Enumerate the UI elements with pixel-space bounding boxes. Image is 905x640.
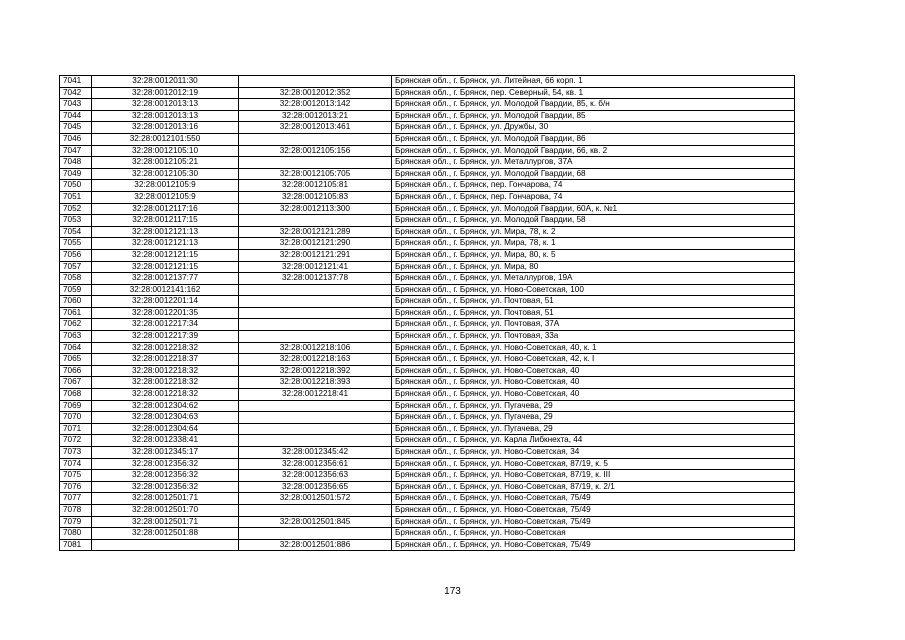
address-cell: Брянская обл., г. Брянск, пер. Гончарова, 74: [392, 180, 795, 192]
table-row: [60, 516, 795, 528]
building-cadastral-cell: 32:28:0012105:156: [239, 145, 392, 157]
building-cadastral-cell: 32:28:0012013:461: [239, 122, 392, 134]
row-number-cell: 7066: [60, 365, 92, 377]
row-number-cell: 7054: [60, 226, 92, 238]
land-cadastral-cell: 32:28:0012218:32: [92, 365, 239, 377]
building-cadastral-cell: 32:28:0012113:300: [239, 203, 392, 215]
land-cadastral-cell: 32:28:0012304:62: [92, 400, 239, 412]
address-cell: Брянская обл., г. Брянск, ул. Литейная, 66 корп. 1: [392, 76, 795, 88]
land-cadastral-cell: 32:28:0012012:19: [92, 87, 239, 99]
row-number-cell: 7061: [60, 307, 92, 319]
table-row: [60, 458, 795, 470]
land-cadastral-cell: 32:28:0012304:64: [92, 423, 239, 435]
building-cadastral-cell: 32:28:0012121:290: [239, 238, 392, 250]
table-row: [60, 110, 795, 122]
land-cadastral-cell: 32:28:0012105:9: [92, 191, 239, 203]
land-cadastral-cell: 32:28:0012501:70: [92, 504, 239, 516]
row-number-cell: 7070: [60, 412, 92, 424]
building-cadastral-cell: 32:28:0012356:65: [239, 481, 392, 493]
building-cadastral-cell: 32:28:0012345:42: [239, 447, 392, 459]
row-number-cell: 7078: [60, 504, 92, 516]
land-cadastral-cell: [92, 539, 239, 551]
table-row: [60, 331, 795, 343]
land-cadastral-cell: 32:28:0012501:88: [92, 528, 239, 540]
address-cell: Брянская обл., г. Брянск, ул. Ново-Советская, 40, к. 1: [392, 342, 795, 354]
building-cadastral-cell: 32:28:0012218:392: [239, 365, 392, 377]
land-cadastral-cell: 32:28:0012105:30: [92, 168, 239, 180]
row-number-cell: 7051: [60, 191, 92, 203]
table-row: [60, 203, 795, 215]
building-cadastral-cell: [239, 133, 392, 145]
land-cadastral-cell: 32:28:0012218:37: [92, 354, 239, 366]
land-cadastral-cell: 32:28:0012013:13: [92, 99, 239, 111]
row-number-cell: 7044: [60, 110, 92, 122]
row-number-cell: 7069: [60, 400, 92, 412]
address-cell: Брянская обл., г. Брянск, ул. Молодой Гвардии, 58: [392, 215, 795, 227]
table-row: [60, 76, 795, 88]
table-row: [60, 504, 795, 516]
row-number-cell: 7062: [60, 319, 92, 331]
land-cadastral-cell: 32:28:0012501:71: [92, 493, 239, 505]
address-cell: Брянская обл., г. Брянск, ул. Ново-Советская, 42, к. I: [392, 354, 795, 366]
table-row: [60, 412, 795, 424]
land-cadastral-cell: 32:28:0012356:32: [92, 470, 239, 482]
building-cadastral-cell: [239, 284, 392, 296]
building-cadastral-cell: 32:28:0012105:81: [239, 180, 392, 192]
address-cell: Брянская обл., г. Брянск, ул. Молодой Гвардии, 85, к. б/н: [392, 99, 795, 111]
land-cadastral-cell: 32:28:0012218:32: [92, 377, 239, 389]
row-number-cell: 7076: [60, 481, 92, 493]
address-cell: Брянская обл., г. Брянск, ул. Мира, 80: [392, 261, 795, 273]
address-cell: Брянская обл., г. Брянск, ул. Молодой Гвардии, 66, кв. 2: [392, 145, 795, 157]
row-number-cell: 7065: [60, 354, 92, 366]
land-cadastral-cell: 32:28:0012121:15: [92, 261, 239, 273]
row-number-cell: 7056: [60, 249, 92, 261]
row-number-cell: 7049: [60, 168, 92, 180]
building-cadastral-cell: 32:28:0012013:142: [239, 99, 392, 111]
table-row: [60, 99, 795, 111]
land-cadastral-cell: 32:28:0012121:13: [92, 226, 239, 238]
row-number-cell: 7048: [60, 157, 92, 169]
row-number-cell: 7043: [60, 99, 92, 111]
land-cadastral-cell: 32:28:0012218:32: [92, 389, 239, 401]
building-cadastral-cell: [239, 331, 392, 343]
land-cadastral-cell: 32:28:0012117:15: [92, 215, 239, 227]
address-cell: Брянская обл., г. Брянск, ул. Ново-Советская, 34: [392, 447, 795, 459]
row-number-cell: 7081: [60, 539, 92, 551]
property-table: [59, 75, 795, 551]
table-row: [60, 319, 795, 331]
land-cadastral-cell: 32:28:0012121:13: [92, 238, 239, 250]
address-cell: Брянская обл., г. Брянск, ул. Мира, 78, к. 1: [392, 238, 795, 250]
row-number-cell: 7055: [60, 238, 92, 250]
address-cell: Брянская обл., г. Брянск, ул. Молодой Гвардии, 60А, к. №1: [392, 203, 795, 215]
building-cadastral-cell: 32:28:0012105:705: [239, 168, 392, 180]
address-cell: Брянская обл., г. Брянск, ул. Почтовая, 51: [392, 307, 795, 319]
row-number-cell: 7059: [60, 284, 92, 296]
building-cadastral-cell: 32:28:0012218:41: [239, 389, 392, 401]
land-cadastral-cell: 32:28:0012218:32: [92, 342, 239, 354]
table-row: [60, 447, 795, 459]
table-row: [60, 296, 795, 308]
table-row: [60, 249, 795, 261]
row-number-cell: 7050: [60, 180, 92, 192]
table-row: [60, 307, 795, 319]
address-cell: Брянская обл., г. Брянск, ул. Почтовая, 51: [392, 296, 795, 308]
row-number-cell: 7071: [60, 423, 92, 435]
building-cadastral-cell: 32:28:0012356:61: [239, 458, 392, 470]
table-row: [60, 145, 795, 157]
table-row: [60, 539, 795, 551]
table-row: [60, 238, 795, 250]
table-row: [60, 273, 795, 285]
row-number-cell: 7057: [60, 261, 92, 273]
address-cell: Брянская обл., г. Брянск, ул. Ново-Советская: [392, 528, 795, 540]
address-cell: Брянская обл., г. Брянск, ул. Ново-Советская, 100: [392, 284, 795, 296]
building-cadastral-cell: [239, 296, 392, 308]
building-cadastral-cell: 32:28:0012501:572: [239, 493, 392, 505]
building-cadastral-cell: 32:28:0012218:106: [239, 342, 392, 354]
row-number-cell: 7053: [60, 215, 92, 227]
land-cadastral-cell: 32:28:0012013:16: [92, 122, 239, 134]
address-cell: Брянская обл., г. Брянск, ул. Металлургов, 37А: [392, 157, 795, 169]
building-cadastral-cell: 32:28:0012121:291: [239, 249, 392, 261]
table-row: [60, 528, 795, 540]
land-cadastral-cell: 32:28:0012137:77: [92, 273, 239, 285]
table-row: [60, 168, 795, 180]
address-cell: Брянская обл., г. Брянск, ул. Ново-Советская, 40: [392, 365, 795, 377]
row-number-cell: 7045: [60, 122, 92, 134]
land-cadastral-cell: 32:28:0012201:35: [92, 307, 239, 319]
land-cadastral-cell: 32:28:0012101:550: [92, 133, 239, 145]
address-cell: Брянская обл., г. Брянск, ул. Ново-Советская, 40: [392, 377, 795, 389]
address-cell: Брянская обл., г. Брянск, ул. Молодой Гвардии, 86: [392, 133, 795, 145]
address-cell: Брянская обл., г. Брянск, ул. Ново-Советская, 75/49: [392, 516, 795, 528]
table-row: [60, 157, 795, 169]
land-cadastral-cell: 32:28:0012141:162: [92, 284, 239, 296]
building-cadastral-cell: 32:28:0012356:63: [239, 470, 392, 482]
row-number-cell: 7077: [60, 493, 92, 505]
table-row: [60, 354, 795, 366]
row-number-cell: 7042: [60, 87, 92, 99]
land-cadastral-cell: 32:28:0012501:71: [92, 516, 239, 528]
table-row: [60, 389, 795, 401]
land-cadastral-cell: 32:28:0012117:16: [92, 203, 239, 215]
land-cadastral-cell: 32:28:0012217:39: [92, 331, 239, 343]
address-cell: Брянская обл., г. Брянск, ул. Пугачева, 29: [392, 400, 795, 412]
building-cadastral-cell: [239, 528, 392, 540]
address-cell: Брянская обл., г. Брянск, ул. Ново-Советская, 75/49: [392, 493, 795, 505]
address-cell: Брянская обл., г. Брянск, ул. Мира, 80, к. 5: [392, 249, 795, 261]
table-row: [60, 342, 795, 354]
address-cell: Брянская обл., г. Брянск, ул. Ново-Советская, 87/19, к. 2/1: [392, 481, 795, 493]
table-row: [60, 191, 795, 203]
building-cadastral-cell: [239, 76, 392, 88]
row-number-cell: 7052: [60, 203, 92, 215]
row-number-cell: 7047: [60, 145, 92, 157]
table-row: [60, 226, 795, 238]
row-number-cell: 7041: [60, 76, 92, 88]
row-number-cell: 7046: [60, 133, 92, 145]
table-row: [60, 87, 795, 99]
address-cell: Брянская обл., г. Брянск, ул. Металлургов, 19А: [392, 273, 795, 285]
row-number-cell: 7067: [60, 377, 92, 389]
table-row: [60, 133, 795, 145]
building-cadastral-cell: [239, 307, 392, 319]
address-cell: Брянская обл., г. Брянск, ул. Пугачева, 29: [392, 412, 795, 424]
row-number-cell: 7073: [60, 447, 92, 459]
building-cadastral-cell: [239, 412, 392, 424]
building-cadastral-cell: 32:28:0012121:41: [239, 261, 392, 273]
row-number-cell: 7075: [60, 470, 92, 482]
row-number-cell: 7079: [60, 516, 92, 528]
building-cadastral-cell: 32:28:0012105:83: [239, 191, 392, 203]
land-cadastral-cell: 32:28:0012304:63: [92, 412, 239, 424]
address-cell: Брянская обл., г. Брянск, ул. Ново-Советская, 87/19, к. III: [392, 470, 795, 482]
address-cell: Брянская обл., г. Брянск, ул. Дружбы, 30: [392, 122, 795, 134]
address-cell: Брянская обл., г. Брянск, ул. Ново-Советская, 75/49: [392, 539, 795, 551]
table-row: [60, 377, 795, 389]
row-number-cell: 7058: [60, 273, 92, 285]
row-number-cell: 7068: [60, 389, 92, 401]
building-cadastral-cell: 32:28:0012012:352: [239, 87, 392, 99]
table-row: [60, 122, 795, 134]
building-cadastral-cell: 32:28:0012137:78: [239, 273, 392, 285]
building-cadastral-cell: 32:28:0012501:845: [239, 516, 392, 528]
row-number-cell: 7080: [60, 528, 92, 540]
property-table-body: [60, 76, 795, 551]
land-cadastral-cell: 32:28:0012217:34: [92, 319, 239, 331]
building-cadastral-cell: [239, 215, 392, 227]
row-number-cell: 7064: [60, 342, 92, 354]
table-row: [60, 435, 795, 447]
table-row: [60, 400, 795, 412]
table-row: [60, 423, 795, 435]
building-cadastral-cell: [239, 435, 392, 447]
address-cell: Брянская обл., г. Брянск, ул. Пугачева, 29: [392, 423, 795, 435]
building-cadastral-cell: 32:28:0012013:21: [239, 110, 392, 122]
building-cadastral-cell: 32:28:0012501:886: [239, 539, 392, 551]
building-cadastral-cell: [239, 400, 392, 412]
address-cell: Брянская обл., г. Брянск, пер. Северный, 54, кв. 1: [392, 87, 795, 99]
land-cadastral-cell: 32:28:0012105:10: [92, 145, 239, 157]
land-cadastral-cell: 32:28:0012345:17: [92, 447, 239, 459]
land-cadastral-cell: 32:28:0012121:15: [92, 249, 239, 261]
row-number-cell: 7060: [60, 296, 92, 308]
table-row: [60, 481, 795, 493]
building-cadastral-cell: [239, 319, 392, 331]
land-cadastral-cell: 32:28:0012201:14: [92, 296, 239, 308]
building-cadastral-cell: 32:28:0012121:289: [239, 226, 392, 238]
land-cadastral-cell: 32:28:0012013:13: [92, 110, 239, 122]
land-cadastral-cell: 32:28:0012105:9: [92, 180, 239, 192]
address-cell: Брянская обл., г. Брянск, ул. Почтовая, 37А: [392, 319, 795, 331]
table-row: [60, 180, 795, 192]
address-cell: Брянская обл., г. Брянск, ул. Ново-Советская, 75/49: [392, 504, 795, 516]
land-cadastral-cell: 32:28:0012338:41: [92, 435, 239, 447]
land-cadastral-cell: 32:28:0012011:30: [92, 76, 239, 88]
page-number: 173: [444, 586, 461, 597]
address-cell: Брянская обл., г. Брянск, ул. Ново-Советская, 87/19, к. 5: [392, 458, 795, 470]
table-row: [60, 365, 795, 377]
row-number-cell: 7063: [60, 331, 92, 343]
land-cadastral-cell: 32:28:0012356:32: [92, 458, 239, 470]
address-cell: Брянская обл., г. Брянск, пер. Гончарова, 74: [392, 191, 795, 203]
row-number-cell: 7074: [60, 458, 92, 470]
address-cell: Брянская обл., г. Брянск, ул. Карла Либкнехта, 44: [392, 435, 795, 447]
table-row: [60, 215, 795, 227]
address-cell: Брянская обл., г. Брянск, ул. Молодой Гвардии, 68: [392, 168, 795, 180]
table-row: [60, 493, 795, 505]
land-cadastral-cell: 32:28:0012105:21: [92, 157, 239, 169]
address-cell: Брянская обл., г. Брянск, ул. Мира, 78, к. 2: [392, 226, 795, 238]
table-row: [60, 284, 795, 296]
row-number-cell: 7072: [60, 435, 92, 447]
address-cell: Брянская обл., г. Брянск, ул. Ново-Советская, 40: [392, 389, 795, 401]
address-cell: Брянская обл., г. Брянск, ул. Молодой Гвардии, 85: [392, 110, 795, 122]
building-cadastral-cell: 32:28:0012218:393: [239, 377, 392, 389]
table-row: [60, 470, 795, 482]
building-cadastral-cell: [239, 504, 392, 516]
table-row: [60, 261, 795, 273]
building-cadastral-cell: [239, 423, 392, 435]
land-cadastral-cell: 32:28:0012356:32: [92, 481, 239, 493]
building-cadastral-cell: 32:28:0012218:163: [239, 354, 392, 366]
building-cadastral-cell: [239, 157, 392, 169]
address-cell: Брянская обл., г. Брянск, ул. Почтовая, 33а: [392, 331, 795, 343]
